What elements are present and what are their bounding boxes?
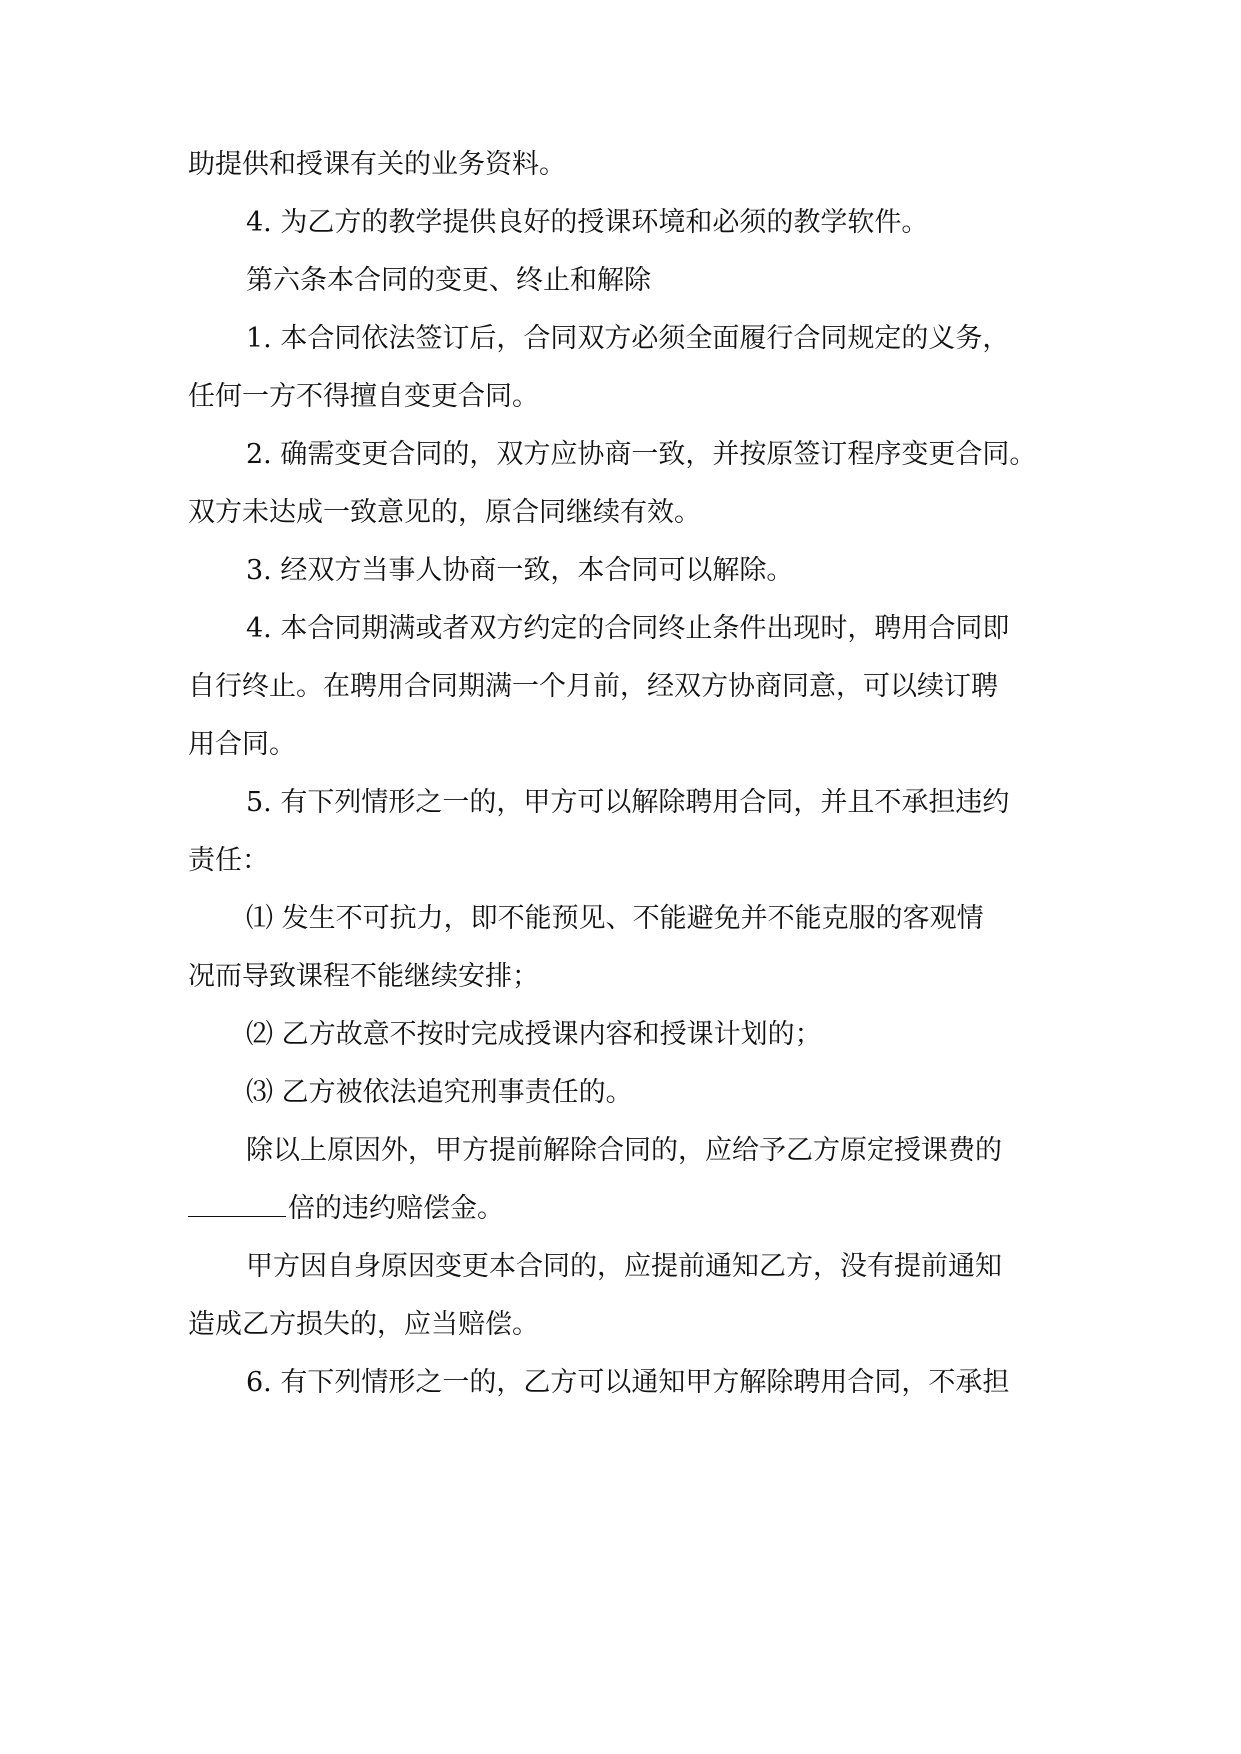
- text-line: 双方未达成一致意见的，原合同继续有效。: [188, 497, 701, 528]
- text-line: 甲方因自身原因变更本合同的，应提前通知乙方，没有提前通知: [246, 1251, 1002, 1282]
- text-line: 4. 本合同期满或者双方约定的合同终止条件出现时，聘用合同即: [246, 613, 1010, 644]
- text-line: 5. 有下列情形之一的，甲方可以解除聘用合同，并且不承担违约: [246, 787, 1010, 818]
- text-line: 除以上原因外，甲方提前解除合同的，应给予乙方原定授课费的: [246, 1135, 1002, 1166]
- text-line-with-blank: [188, 1191, 504, 1227]
- text-line: ⑶ 乙方被依法追究刑事责任的。: [246, 1077, 633, 1108]
- fill-in-blank: [188, 1192, 286, 1217]
- text-line: 任何一方不得擅自变更合同。: [188, 381, 539, 412]
- text-line: 造成乙方损失的，应当赔偿。: [188, 1309, 539, 1340]
- text-line: 用合同。: [188, 729, 296, 760]
- text-line: 自行终止。在聘用合同期满一个月前，经双方协商同意，可以续订聘: [188, 671, 998, 702]
- text-line: 2. 确需变更合同的，双方应协商一致，并按原签订程序变更合同。: [246, 439, 1037, 470]
- text-line: 6. 有下列情形之一的，乙方可以通知甲方解除聘用合同，不承担: [246, 1367, 1010, 1398]
- text-line: 况而导致课程不能继续安排；: [188, 961, 539, 992]
- text-line: ⑵ 乙方故意不按时完成授课内容和授课计划的；: [246, 1019, 822, 1050]
- text-line-remainder: 倍的违约赔偿金。: [288, 1193, 504, 1224]
- text-line: 责任：: [188, 845, 269, 876]
- text-line: 3. 经双方当事人协商一致，本合同可以解除。: [246, 555, 794, 586]
- text-line: 1. 本合同依法签订后，合同双方必须全面履行合同规定的义务，: [246, 323, 1010, 354]
- section-heading: 第六条本合同的变更、终止和解除: [246, 265, 651, 296]
- text-line: ⑴ 发生不可抗力，即不能预见、不能避免并不能克服的客观情: [246, 903, 984, 934]
- text-line: 助提供和授课有关的业务资料。: [188, 149, 566, 180]
- text-line: 4. 为乙方的教学提供良好的授课环境和必须的教学软件。: [246, 207, 929, 238]
